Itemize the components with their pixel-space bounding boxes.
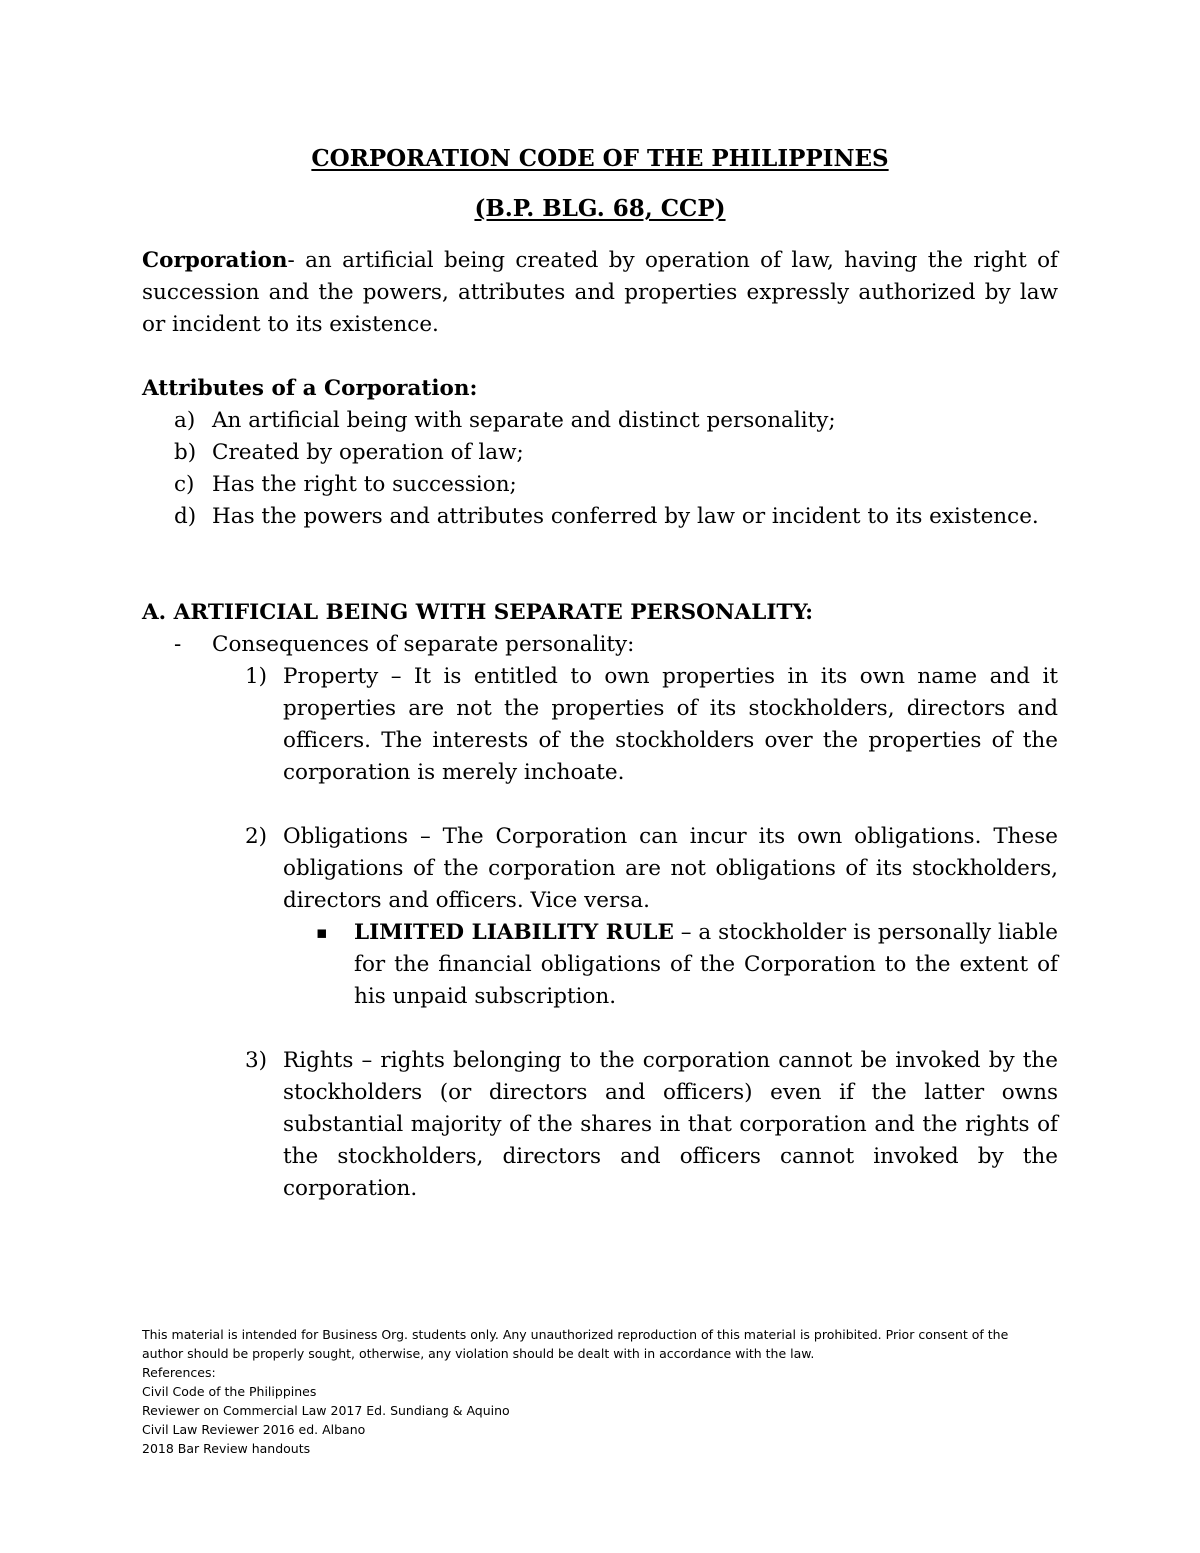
attribute-item [174,437,1058,469]
consequence-item [245,1045,1058,1205]
attribute-text: Has the powers and attributes conferred by law or incident to its existence. [212,504,1039,529]
footer-line: 2018 Bar Review handouts [142,1441,311,1456]
footer-line: References: [142,1365,216,1380]
footer-line: author should be properly sought, otherwise, any violation should be dealt with in accordance with the law. [142,1346,815,1361]
footer-line: Reviewer on Commercial Law 2017 Ed. Sundiang & Aquino [142,1403,510,1418]
consequences-subheading [174,629,1058,661]
footer-line: This material is intended for Business Org. students only. Any unauthorized reproduction of this material is prohibited. Prior consent of the [142,1327,1009,1342]
attribute-item [174,501,1058,565]
document-title: CORPORATION CODE OF THE PHILIPPINES [311,145,889,172]
attribute-text: An artificial being with separate and distinct personality; [212,408,836,433]
square-bullet-icon: ▪ [316,923,328,943]
consequence-text: Obligations – The Corporation can incur its own obligations. These obligations of the corporation are not obligations of its stockholders, directors and officers. Vice versa. [283,824,1058,913]
consequence-text: Property – It is entitled to own properties in its own name and it properties are not the properties of its stockholders, directors and officers. The interests of the stockholders over the properties of the corporation is merely inchoate. [283,664,1058,785]
attribute-item [174,405,1058,437]
attribute-item [174,469,1058,501]
limited-liability-term: LIMITED LIABILITY RULE [354,920,674,945]
definition-text: - an artificial being created by operation of law, having the right of succession and the powers, attributes and properties expressly authorized by law or incident to its existence. [142,248,1058,337]
attribute-marker: d) [174,504,197,529]
section-a-heading: A. ARTIFICIAL BEING WITH SEPARATE PERSONALITY: [142,600,814,625]
subheading-text: Consequences of separate personality: [212,632,635,657]
consequence-item [245,821,1058,917]
consequence-marker: 1) [245,664,268,689]
footer-notes [142,1325,1072,1458]
limited-liability-item [316,917,1058,1013]
limited-liability-text [354,917,1058,1013]
consequence-text: Rights – rights belonging to the corporation cannot be invoked by the stockholders (or directors and officers) even if the latter owns substantial majority of the shares in that corporation and the rights of the stockholders, directors and officers cannot invoked by the corporation. [283,1048,1058,1201]
attribute-marker: b) [174,440,197,465]
consequence-item [245,661,1058,789]
document-subtitle: (B.P. BLG. 68, CCP) [474,195,726,222]
attribute-text: Has the right to succession; [212,472,517,497]
limited-liability-desc: – a stockholder is personally liable for the financial obligations of the Corporation to the extent of his unpaid subscription. [354,920,1058,1009]
dash-marker: - [174,632,182,657]
corporation-definition [142,245,1058,341]
attribute-marker: c) [174,472,195,497]
consequence-marker: 2) [245,824,268,849]
attribute-text: Created by operation of law; [212,440,524,465]
footer-line: Civil Law Reviewer 2016 ed. Albano [142,1422,366,1437]
footer-line: Civil Code of the Philippines [142,1384,317,1399]
attribute-marker: a) [174,408,196,433]
consequence-marker: 3) [245,1048,268,1073]
definition-term: Corporation [142,248,288,273]
attributes-heading: Attributes of a Corporation: [142,376,478,401]
